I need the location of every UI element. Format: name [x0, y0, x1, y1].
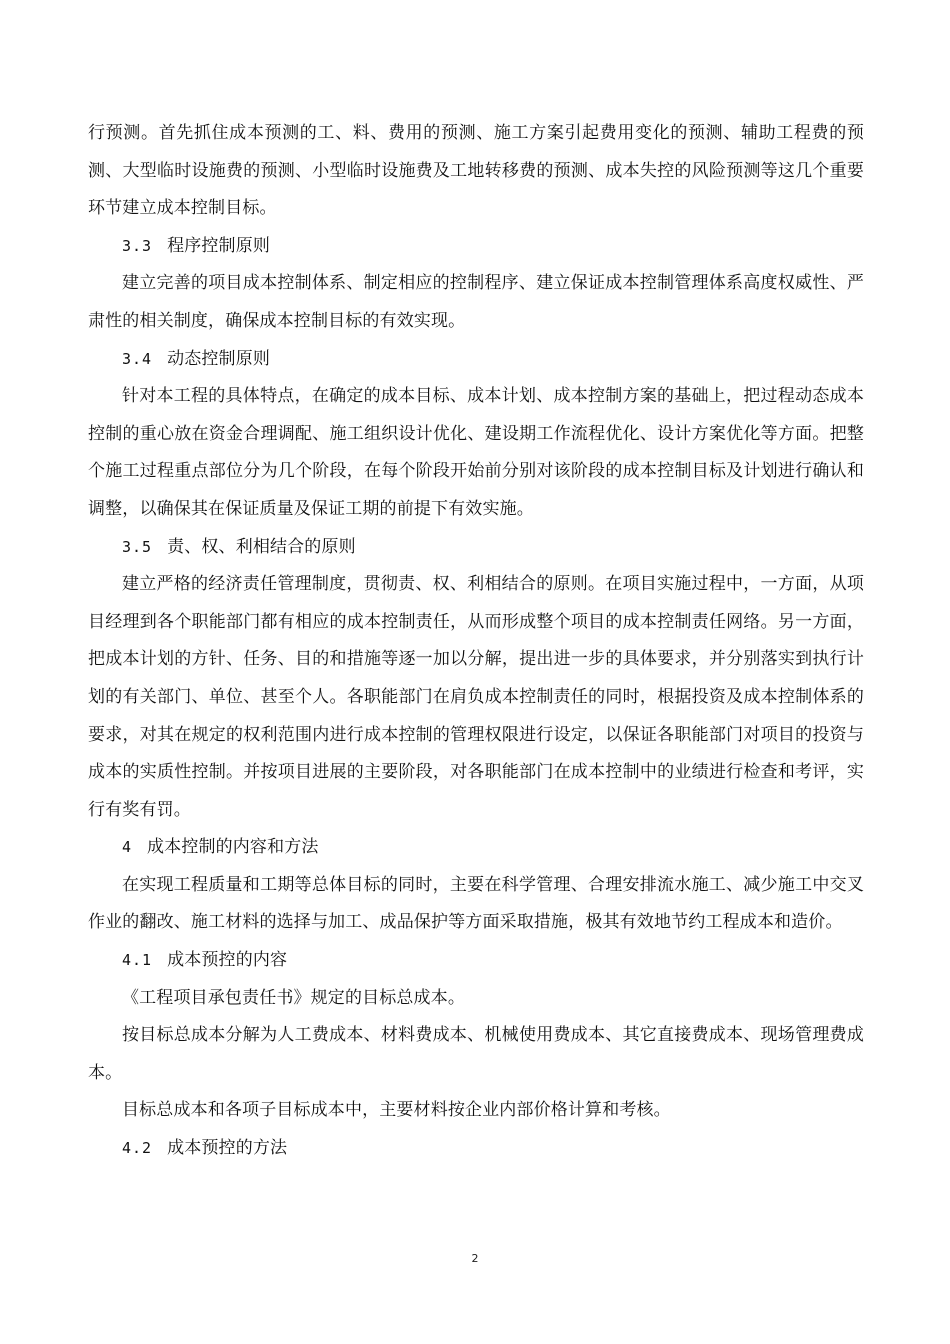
section-title: 成本控制的内容和方法	[147, 837, 319, 858]
section-heading-3-3	[88, 228, 864, 266]
paragraph: 在实现工程质量和工期等总体目标的同时，主要在科学管理、合理安排流水施工、减少施工中交叉作业的翻改、施工材料的选择与加工、成品保护等方面采取措施，极其有效地节约工程成本和造价。	[88, 874, 864, 933]
section-number: 3.5	[122, 537, 153, 556]
section-title: 动态控制原则	[167, 348, 270, 369]
page-number: 2	[471, 1252, 479, 1265]
section-number: 3.3	[122, 236, 153, 255]
section-heading-4-2	[88, 1130, 864, 1168]
section-heading-4-1	[88, 942, 864, 980]
paragraph: 建立严格的经济责任管理制度，贯彻责、权、利相结合的原则。在项目实施过程中，一方面，从项目经理到各个职能部门都有相应的成本控制责任，从而形成整个项目的成本控制责任网络。另一方面，把成本计划的方针、任务、目的和措施等逐一加以分解，提出进一步的具体要求，并分别落实到执行计划的有关部门、单位、甚至个人。各职能部门在肩负成本控制责任的同时，根据投资及成本控制体系的要求，对其在规定的权利范围内进行成本控制的管理权限进行设定，以保证各职能部门对项目的投资与成本的实质性控制。并按项目进展的主要阶段，对各职能部门在成本控制中的业绩进行检查和考评，实行有奖有罚。	[88, 574, 864, 820]
paragraph: 针对本工程的具体特点，在确定的成本目标、成本计划、成本控制方案的基础上，把过程动态成本控制的重心放在资金合理调配、施工组织设计优化、建设期工作流程优化、设计方案优化等方面。把整个施工过程重点部位分为几个阶段，在每个阶段开始前分别对该阶段的成本控制目标及计划进行确认和调整，以确保其在保证质量及保证工期的前提下有效实施。	[88, 386, 864, 519]
paragraph: 行预测。首先抓住成本预测的工、料、费用的预测、施工方案引起费用变化的预测、辅助工程费的预测、大型临时设施费的预测、小型临时设施费及工地转移费的预测、成本失控的风险预测等这几个重要环节建立成本控制目标。	[88, 123, 864, 219]
paragraph: 按目标总成本分解为人工费成本、材料费成本、机械使用费成本、其它直接费成本、现场管理费成本。	[88, 1025, 864, 1083]
section-heading-4	[88, 829, 864, 867]
body-text	[88, 115, 864, 1168]
section-number: 4.1	[122, 951, 153, 970]
section-heading-3-5	[88, 529, 864, 567]
section-title: 成本预控的方法	[167, 1138, 288, 1159]
paragraph: 《工程项目承包责任书》规定的目标总成本。	[122, 987, 465, 1008]
section-title: 责、权、利相结合的原则	[167, 536, 356, 557]
section-number: 3.4	[122, 349, 153, 368]
section-title: 程序控制原则	[167, 235, 270, 256]
paragraph: 目标总成本和各项子目标成本中，主要材料按企业内部价格计算和考核。	[122, 1100, 671, 1121]
paragraph: 建立完善的项目成本控制体系、制定相应的控制程序、建立保证成本控制管理体系高度权威性、严肃性的相关制度，确保成本控制目标的有效实现。	[88, 273, 864, 331]
section-title: 成本预控的内容	[167, 950, 288, 971]
section-heading-3-4	[88, 341, 864, 379]
section-number: 4	[122, 838, 133, 857]
section-number: 4.2	[122, 1139, 153, 1158]
